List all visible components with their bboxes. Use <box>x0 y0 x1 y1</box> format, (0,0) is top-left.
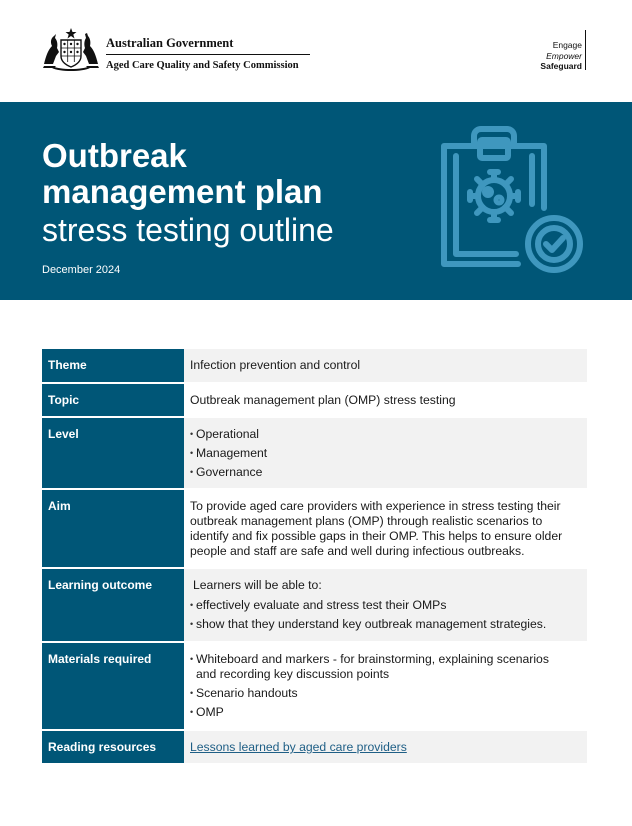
tagline-empower: Empower <box>546 50 582 61</box>
list-item: • effectively evaluate and stress test their OMPs <box>190 598 581 613</box>
title-line-2: management plan <box>42 173 323 210</box>
government-logotype <box>106 36 310 72</box>
commission-name: Aged Care Quality and Safety Commission <box>106 60 299 71</box>
aim-line: people and staff are safe and well during infectious outbreaks. <box>190 544 525 558</box>
tagline-engage: Engage <box>552 40 582 50</box>
materials-item-line: and recording key discussion points <box>196 667 390 681</box>
level-label: Level <box>42 417 184 489</box>
lessons-learned-link[interactable]: Lessons learned by aged care providers <box>190 740 407 754</box>
learning-outcome-value <box>184 568 587 642</box>
table-row <box>42 642 587 730</box>
page-header <box>0 0 632 102</box>
aim-label: Aim <box>42 489 184 568</box>
materials-label: Materials required <box>42 642 184 730</box>
table-row <box>42 489 587 568</box>
learning-outcome-lead: Learners will be able to: <box>193 578 322 592</box>
level-list <box>190 427 581 480</box>
title-line-1: Outbreak <box>42 137 187 174</box>
topic-value: Outbreak management plan (OMP) stress testing <box>184 383 587 417</box>
clipboard-virus-check-icon <box>436 124 588 276</box>
publication-date: December 2024 <box>42 264 121 276</box>
list-item: • show that they understand key outbreak management strategies. <box>190 617 581 632</box>
reading-resources-label: Reading resources <box>42 730 184 764</box>
aim-line: outbreak management plans (OMP) through realistic scenarios to <box>190 514 543 528</box>
aim-value <box>184 489 587 568</box>
tagline-safeguard: Safeguard <box>540 61 582 71</box>
list-item: • OMP <box>190 705 581 720</box>
theme-value: Infection prevention and control <box>184 349 587 383</box>
list-item: • Governance <box>190 465 581 480</box>
materials-item-line: • Whiteboard and markers - for brainstorming, explaining scenarios <box>196 652 549 666</box>
list-item: • Scenario handouts <box>190 686 581 701</box>
topic-label: Topic <box>42 383 184 417</box>
logotype-divider <box>106 54 310 55</box>
table-row <box>42 349 587 383</box>
learning-outcome-label: Learning outcome <box>42 568 184 642</box>
coat-of-arms-icon <box>40 26 102 72</box>
level-value <box>184 417 587 489</box>
learning-outcome-list <box>190 598 581 632</box>
list-item: • Operational <box>190 427 581 442</box>
materials-list <box>190 652 581 720</box>
aim-line: identify and fix possible gaps in their OMP. This helps to ensure older <box>190 529 563 543</box>
document-subtitle: stress testing outline <box>42 212 334 248</box>
list-item: • Management <box>190 446 581 461</box>
theme-label: Theme <box>42 349 184 383</box>
table-row <box>42 730 587 764</box>
course-outline-table <box>42 349 587 765</box>
table-row <box>42 383 587 417</box>
table-row <box>42 568 587 642</box>
tagline <box>540 40 582 72</box>
materials-value <box>184 642 587 730</box>
list-item <box>190 652 581 682</box>
aim-line: To provide aged care providers with experience in stress testing their <box>190 499 561 513</box>
reading-resources-value <box>184 730 587 764</box>
table-row <box>42 417 587 489</box>
tagline-divider <box>585 30 586 70</box>
document-title <box>42 138 323 210</box>
government-name: Australian Government <box>106 36 234 50</box>
